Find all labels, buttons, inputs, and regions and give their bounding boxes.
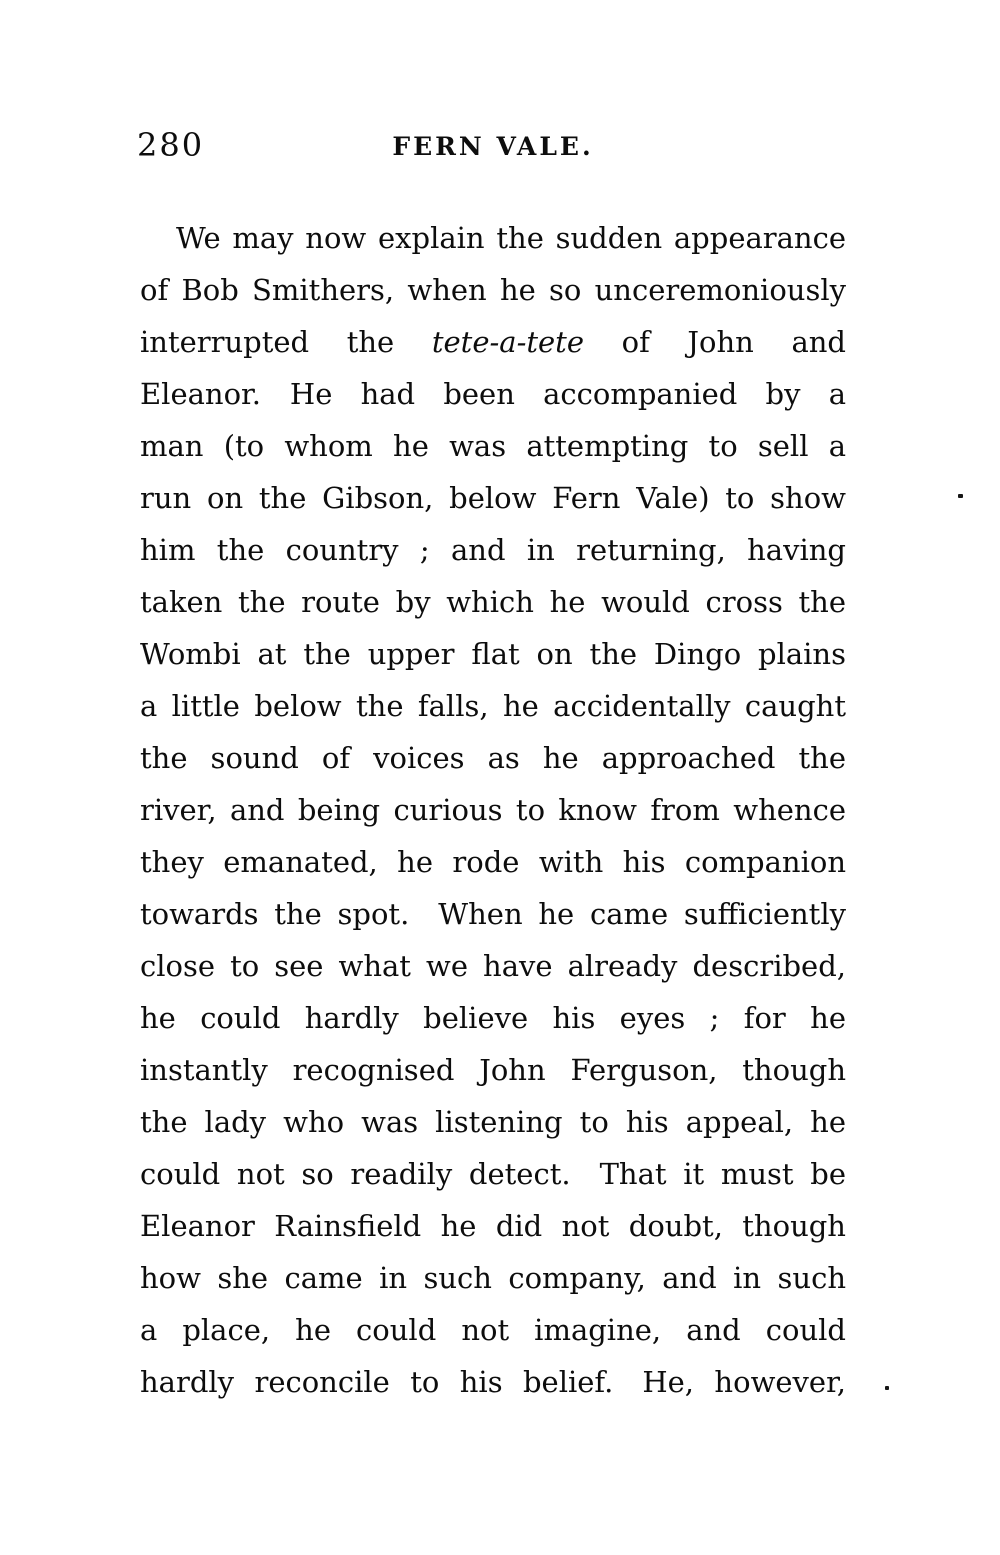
ink-speck xyxy=(885,1386,889,1390)
ink-speck xyxy=(958,494,963,498)
text-line: towards the spot. When he came sufficiently xyxy=(140,897,846,931)
text-line: him the country ; and in returning, having xyxy=(140,533,846,567)
text-line: instantly recognised John Ferguson, though xyxy=(140,1053,846,1087)
text-line: the lady who was listening to his appeal, he xyxy=(140,1105,846,1139)
paragraph xyxy=(140,212,846,1408)
text-line xyxy=(140,316,846,368)
text-line: could not so readily detect. That it must be xyxy=(140,1157,846,1191)
text-line: Wombi at the upper flat on the Dingo plains xyxy=(140,637,846,671)
text-segment: of John and xyxy=(584,325,846,359)
text-line: how she came in such company, and in such xyxy=(140,1261,846,1295)
text-line: Eleanor. He had been accompanied by a xyxy=(140,377,846,411)
page-header xyxy=(137,126,846,166)
text-line: Eleanor Rainsfield he did not doubt, though xyxy=(140,1209,846,1243)
page-number: 280 xyxy=(137,126,205,164)
text-line: taken the route by which he would cross the xyxy=(140,585,846,619)
text-line: close to see what we have already described, xyxy=(140,949,846,983)
text-line: run on the Gibson, below Fern Vale) to show xyxy=(140,481,846,515)
text-line: they emanated, he rode with his companion xyxy=(140,845,846,879)
text-line: man (to whom he was attempting to sell a xyxy=(140,429,846,463)
text-line: of Bob Smithers, when he so unceremoniously xyxy=(140,273,846,307)
text-line: a little below the falls, he accidentally caught xyxy=(140,689,846,723)
text-line: hardly reconcile to his belief. He, however, xyxy=(140,1365,846,1399)
text-segment: interrupted the xyxy=(140,325,432,359)
text-line: he could hardly believe his eyes ; for he xyxy=(140,1001,846,1035)
italic-phrase: tete-a-tete xyxy=(431,325,584,359)
text-line: a place, he could not imagine, and could xyxy=(140,1313,846,1347)
text-line: the sound of voices as he approached the xyxy=(140,741,846,775)
text-line: We may now explain the sudden appearance xyxy=(176,221,846,255)
running-header: FERN VALE. xyxy=(392,132,594,161)
text-line: river, and being curious to know from whence xyxy=(140,793,846,827)
